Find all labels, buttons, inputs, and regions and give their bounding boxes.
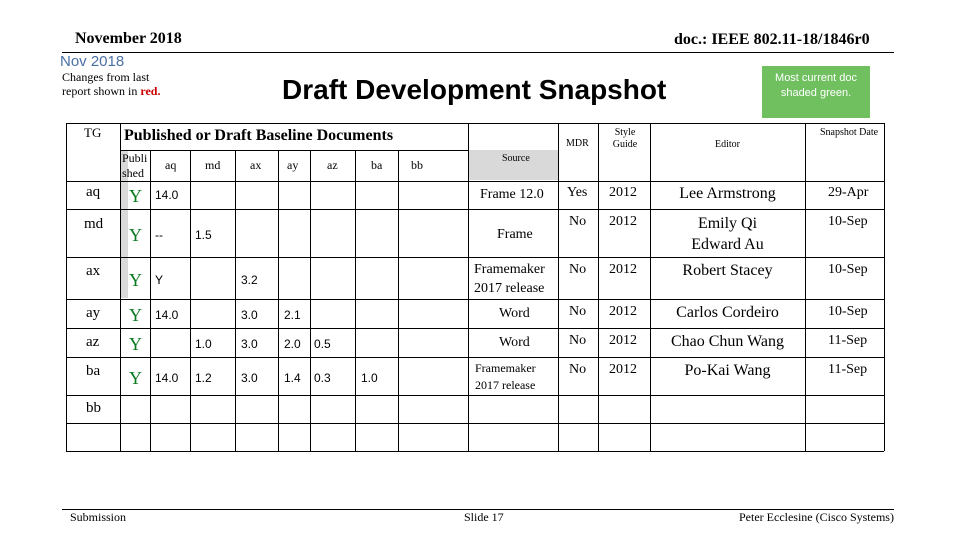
row-source: Framemaker (474, 262, 545, 277)
green-note-line1: Most current doc (775, 72, 857, 84)
row-editor: Po-Kai Wang (684, 362, 771, 379)
row-source-second: 2017 release (474, 281, 545, 296)
row-published: Y (129, 270, 142, 290)
header-style-line1: Style (614, 127, 636, 138)
row-style: 2012 (609, 262, 637, 277)
row-source-second: 2017 release (475, 378, 536, 392)
row-source: Frame (497, 227, 533, 242)
row-editor-second: Edward Au (691, 236, 764, 253)
subheader-published-line2: shed (122, 166, 144, 180)
row-date: 11-Sep (828, 362, 868, 377)
row-aq: 14.0 (155, 188, 179, 202)
row-aq: -- (155, 228, 163, 242)
row-ax: 3.0 (241, 308, 258, 322)
row-ay: 2.1 (284, 308, 301, 322)
row-tg: aq (86, 184, 101, 200)
subheader-ay: ay (287, 158, 299, 172)
row-published: Y (129, 368, 142, 388)
row-mdr: No (569, 214, 587, 229)
row-az: 0.5 (314, 337, 331, 351)
subheader-ax: ax (250, 158, 262, 172)
changes-note-red: red. (140, 84, 161, 98)
row-style: 2012 (609, 185, 637, 200)
header-style-line2: Guide (612, 139, 638, 150)
row-style: 2012 (609, 304, 637, 319)
subheader-published-line1: Publi (122, 151, 148, 165)
row-tg: az (86, 334, 100, 350)
row-date: 10-Sep (828, 262, 868, 277)
header-source: Source (502, 153, 530, 164)
header-rule (62, 52, 894, 53)
row-source: Word (499, 306, 530, 321)
header-editor: Editor (715, 139, 740, 150)
row-ba: 1.0 (361, 371, 378, 385)
row-md: 1.0 (195, 337, 212, 351)
subheader-ba: ba (371, 158, 383, 172)
row-mdr: No (569, 362, 587, 377)
row-az: 0.3 (314, 371, 331, 385)
row-date: 10-Sep (828, 214, 868, 229)
header-published-title: Published or Draft Baseline Documents (124, 127, 394, 144)
row-tg: md (84, 216, 104, 232)
row-style: 2012 (609, 214, 637, 229)
row-mdr: No (569, 304, 587, 319)
row-date: 10-Sep (828, 304, 868, 319)
row-ax: 3.2 (241, 273, 258, 287)
doc-id: doc.: IEEE 802.11-18/1846r0 (674, 31, 870, 48)
row-md: 1.5 (195, 228, 212, 242)
row-published: Y (129, 186, 142, 206)
row-ax: 3.0 (241, 337, 258, 351)
header-mdr: MDR (566, 138, 589, 149)
footer-author: Peter Ecclesine (Cisco Systems) (739, 510, 894, 524)
row-tg: ba (86, 363, 101, 379)
row-style: 2012 (609, 333, 637, 348)
row-published: Y (129, 334, 142, 354)
row-md: 1.2 (195, 371, 212, 385)
footer-slide-number: Slide 17 (464, 510, 504, 524)
footer-submission: Submission (70, 510, 127, 524)
row-mdr: Yes (567, 185, 588, 200)
row-ay: 2.0 (284, 337, 301, 351)
row-mdr: No (569, 262, 587, 277)
subheader-az: az (327, 158, 338, 172)
row-published: Y (129, 305, 142, 325)
row-ax: 3.0 (241, 371, 258, 385)
row-source: Framemaker (475, 361, 536, 375)
row-style: 2012 (609, 362, 637, 377)
row-date: 11-Sep (828, 333, 868, 348)
row-source: Frame 12.0 (480, 187, 544, 202)
row-date: 29-Apr (828, 185, 869, 200)
row-editor: Robert Stacey (682, 262, 773, 279)
row-aq: Y (155, 273, 164, 287)
row-editor: Chao Chun Wang (670, 333, 785, 350)
subheader-md: md (205, 158, 221, 172)
changes-note-prefix: report shown in (62, 84, 141, 98)
subheader-bb: bb (411, 158, 423, 172)
changes-note-line2 (62, 84, 160, 99)
changes-note-line1: Changes from last (62, 70, 150, 84)
row-editor: Lee Armstrong (679, 185, 776, 202)
row-editor: Emily Qi (697, 215, 758, 232)
sub-date: Nov 2018 (60, 53, 125, 70)
row-tg: ax (86, 263, 101, 279)
row-published: Y (129, 225, 142, 245)
row-editor: Carlos Cordeiro (676, 304, 779, 321)
row-tg: ay (86, 305, 101, 321)
row-mdr: No (569, 333, 587, 348)
row-tg-bb: bb (86, 400, 101, 416)
header-tg: TG (84, 125, 102, 140)
page-title: Draft Development Snapshot (282, 74, 667, 105)
header-snapshot-date: Snapshot Date (820, 127, 879, 138)
row-source: Word (499, 335, 530, 350)
row-ay: 1.4 (284, 371, 301, 385)
header-date: November 2018 (75, 30, 182, 47)
subheader-aq: aq (165, 158, 177, 172)
green-note-line2: shaded green. (780, 87, 852, 99)
row-aq: 14.0 (155, 308, 179, 322)
row-aq: 14.0 (155, 371, 179, 385)
